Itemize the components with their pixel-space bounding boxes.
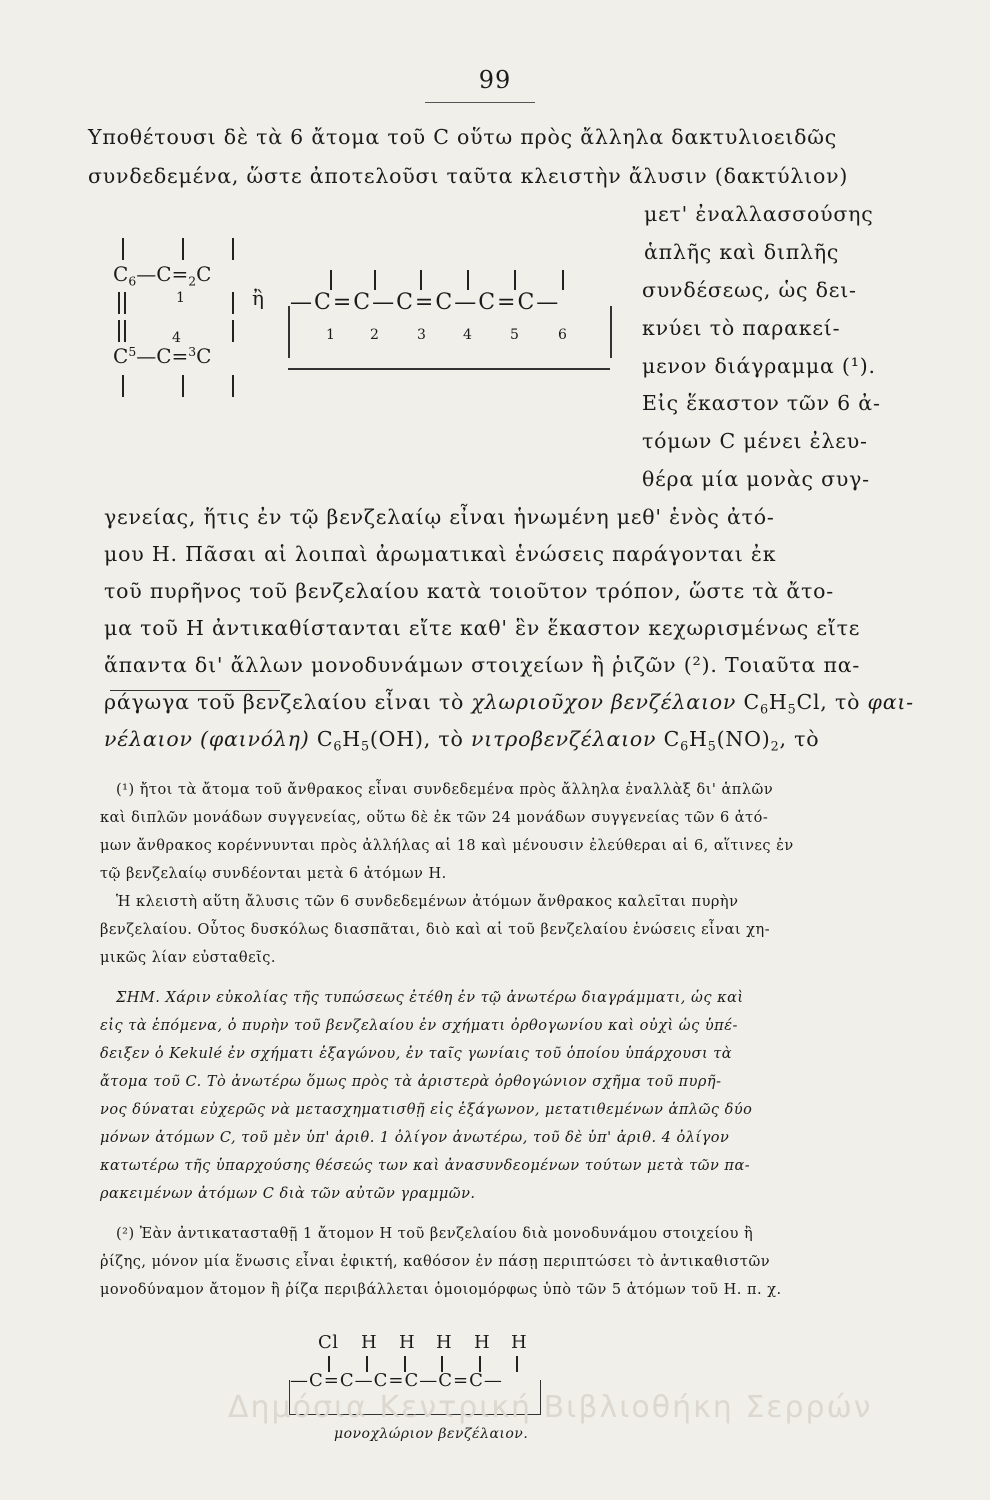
text-line-15: ἅπαντα δι' ἄλλων μονοδυνάμων στοιχείων ἢ ῥιζῶν (²). Τοιαῦτα πα- [104,653,861,677]
chain-number: 4 [463,327,472,343]
formula-h: H [768,690,788,714]
atom-c: C [113,344,129,368]
page-number-rule [425,102,535,103]
footnote-2-line-2: ῥίζης, μόνον μία ἕνωσις εἶναι ἐφικτή, καθόσον ἐν πάσῃ περιπτώσει τὸ ἀντικαθιστῶν [100,1254,771,1270]
formula-c: C [736,690,760,714]
substituent-label: H [474,1332,491,1353]
footnote-2-line-3: μονοδύναμον ἄτομον ἢ ῥίζα περιβάλλεται ὁμοιομόρφως ὑπὸ τῶν 5 ἀτόμων τοῦ Η. π. χ. [100,1282,782,1298]
text-line-16-a: ράγωγα τοῦ βενζελαίου εἶναι τὸ [104,690,472,714]
bond-line [182,375,184,397]
bond-line [118,292,120,314]
formula-h: H [342,727,361,751]
bond-line [516,1356,518,1372]
chain-number: 1 [326,327,335,343]
atom-index: 6 [128,273,137,289]
bond-line [330,270,332,290]
bond-text: —C= [136,262,189,286]
text-line-13: τοῦ πυρῆνος τοῦ βενζελαίου κατὰ τοιοῦτον τρόπον, ὥστε τὰ ἄτο- [104,579,834,603]
text-line-3: μετ' ἐναλλασσούσης [644,202,874,226]
bracket-bottom [288,368,610,370]
note-line-5: νος δύναται εὐχερῶς νὰ μετασχηματισθῇ εἰς ἑξάγωνον, μετατιθεμένων ἁπλῶς δύο [100,1102,753,1118]
atom-c: C [196,344,212,368]
footnote-2-line-1: (²) Ἐὰν ἀντικατασταθῇ 1 ἄτομον Η τοῦ βενζελαίου διὰ μονοδυνάμου στοιχείου ἢ [116,1226,754,1242]
chain-bonds: —C=C—C=C—C=C— [290,290,561,315]
formula-sub: 6 [760,701,769,717]
text-line-1: Υποθέτουσι δὲ τὰ 6 ἄτομα τοῦ C οὕτω πρὸς ἄλληλα δακτυλιοειδῶς [88,125,838,149]
bond-line [232,292,234,314]
substituent-label: H [511,1332,528,1353]
text-line-17 [104,727,819,753]
text-line-9: τόμων C μένει ἐλευ- [642,429,868,453]
note-line-1: ΣΗΜ. Χάριν εὐκολίας τῆς τυπώσεως ἐτέθη ἐν τῷ ἀνωτέρω διαγράμματι, ὡς καὶ [116,990,744,1006]
note-line-4: ἄτομα τοῦ C. Τὸ ἀνωτέρω ὅμως πρὸς τὰ ἀριστερὰ ὀρθογώνιον σχῆμα τοῦ πυρῆ- [100,1074,722,1090]
bond-line [467,270,469,290]
footnote-1-line-1: (¹) ἤτοι τὰ ἄτομα τοῦ ἄνθρακος εἶναι συνδεδεμένα πρὸς ἄλληλα ἐναλλὰξ δι' ἁπλῶν [116,782,774,798]
formula-sub: 6 [333,738,343,754]
phenol-name-start: φαι- [867,690,914,714]
formula-rest: Cl, τὸ [796,690,868,714]
text-line-5: συνδέσεως, ὡς δει- [642,278,857,302]
text-line-10: θέρα μία μονὰς συγ- [642,467,870,491]
ring-row-bottom [113,344,211,368]
text-line-7: μενον διάγραμμα (¹). [642,354,876,378]
formula-sub: 5 [360,738,370,754]
bond-line [124,292,126,314]
chain-bonds-bottom: —C=C—C=C—C=C— [290,1370,503,1391]
bond-line [232,375,234,397]
substituent-label: H [361,1332,378,1353]
chain-number: 3 [417,327,426,343]
chain-number: 2 [370,327,379,343]
library-watermark: Δημόσια Κεντρική Βιβλιοθήκη Σερρών [228,1390,873,1425]
ring-row-top [113,262,211,288]
bond-line [232,238,234,260]
formula-sub: 2 [770,738,780,754]
substituent-label: H [436,1332,453,1353]
text-line-12: μου Η. Πᾶσαι αἱ λοιπαὶ ἀρωματικαὶ ἑνώσεις παράγονται ἐκ [104,542,777,566]
atom-c: C [196,262,212,286]
atom-index: 2 [188,273,197,289]
footnote-1-line-4: τῷ βενζελαίῳ συνδέονται μετὰ 6 ἀτόμων Η. [100,866,447,882]
page-number: 99 [478,66,512,94]
formula-rest: (OH), τὸ [369,727,471,751]
note-line-8: ρακειμένων ἀτόμων C διὰ τῶν αὐτῶν γραμμῶν. [100,1186,476,1202]
formula-sub: 5 [787,701,797,717]
formula-caption: μονοχλώριον βενζέλαιον. [334,1426,529,1442]
atom-c: C [113,262,129,286]
formula-c: C [309,727,334,751]
chain-number: 6 [558,327,567,343]
bond-line [118,320,120,342]
formula-sub: 5 [707,738,717,754]
note-line-2: εἰς τὰ ἑπόμενα, ὁ πυρὴν τοῦ βενζελαίου ἐν σχήματι ὀρθογωνίου καὶ οὐχὶ ὡς ὑπέ- [100,1018,738,1034]
formula-c: C [656,727,681,751]
bond-line [420,270,422,290]
formula-sub: 6 [680,738,690,754]
nitrobenzene-name: νιτροβενζέλαιον [470,727,657,751]
ring-number-1: 1 [176,290,185,306]
footnote-1-line-6: βενζελαίου. Οὗτος δυσκόλως διασπᾶται, διὸ καὶ αἱ τοῦ βενζελαίου ἑνώσεις εἶναι χη- [100,922,771,938]
bond-line [232,320,234,342]
atom-index: 5 [128,344,137,360]
bond-line [122,238,124,260]
note-line-6: μόνων ἀτόμων C, τοῦ μὲν ὑπ' ἀριθ. 1 ὀλίγον ἀνωτέρω, τοῦ δὲ ὑπ' ἀριθ. 4 ὀλίγον [100,1130,730,1146]
formula-rest: , τὸ [779,727,820,751]
footnote-1-line-5: Ἡ κλειστὴ αὕτη ἄλυσις τῶν 6 συνδεδεμένων ἀτόμων ἄνθρακος καλεῖται πυρὴν [116,894,739,910]
note-line-7: κατωτέρω τῆς ὑπαρχούσης θέσεώς των καὶ ἀνασυνδεομένων τούτων μετὰ τῶν πα- [100,1158,751,1174]
substituent-label: H [399,1332,416,1353]
bond-text: —C= [136,344,189,368]
footnote-1-line-3: μων ἄνθρακος κορέννυνται πρὸς ἀλλήλας αἱ 18 καὶ μένουσιν ἐλεύθεραι αἱ 6, αἵτινες ἐν [100,838,794,854]
phenol-name: νέλαιον (φαινόλη) [104,727,310,751]
footnote-1-line-2: καὶ διπλῶν μονάδων συγγενείας, οὕτω δὲ ἐκ τῶν 24 μονάδων συγγενείας τῶν 6 ἀτό- [100,810,769,826]
note-line-3: δειξεν ὁ Kekulé ἐν σχήματι ἑξαγώνου, ἐν ταῖς γωνίαις τοῦ ὁποίου ὑπάρχουσι τὰ [100,1046,733,1062]
bond-line [122,375,124,397]
footnote-1-line-7: μικῶς λίαν εὐσταθεῖς. [100,950,277,966]
bond-line [182,238,184,260]
text-line-14: μα τοῦ Η ἀντικαθίστανται εἴτε καθ' ἓν ἕκαστον κεχωρισμένως εἴτε [104,616,861,640]
bond-line [374,270,376,290]
bond-line [514,270,516,290]
substituent-label: Cl [318,1332,339,1353]
text-line-4: ἁπλῆς καὶ διπλῆς [644,240,840,264]
text-line-6: κνύει τὸ παρακεί- [642,316,841,340]
bond-line [124,320,126,342]
formula-rest: (NO) [716,727,771,751]
text-line-8: Εἰς ἕκαστον τῶν 6 ἀ- [642,391,881,415]
formula-conjunction: ἢ [252,286,264,310]
text-line-16 [104,690,914,716]
chlorobenzene-name: χλωριοῦχον βενζέλαιον [471,690,737,714]
footnote-separator [110,690,280,691]
bracket-right [610,306,612,358]
text-line-2: συνδεδεμένα, ὥστε ἀποτελοῦσι ταῦτα κλειστὴν ἄλυσιν (δακτύλιον) [88,164,849,188]
chain-number: 5 [510,327,519,343]
bond-line [562,270,564,290]
formula-h: H [689,727,708,751]
text-line-11: γενείας, ἥτις ἐν τῷ βενζελαίῳ εἶναι ἡνωμένη μεθ' ἑνὸς ἀτό- [104,505,775,529]
atom-index: 3 [188,344,197,360]
bracket-left [288,306,290,358]
ring-number-4: 4 [172,330,181,346]
